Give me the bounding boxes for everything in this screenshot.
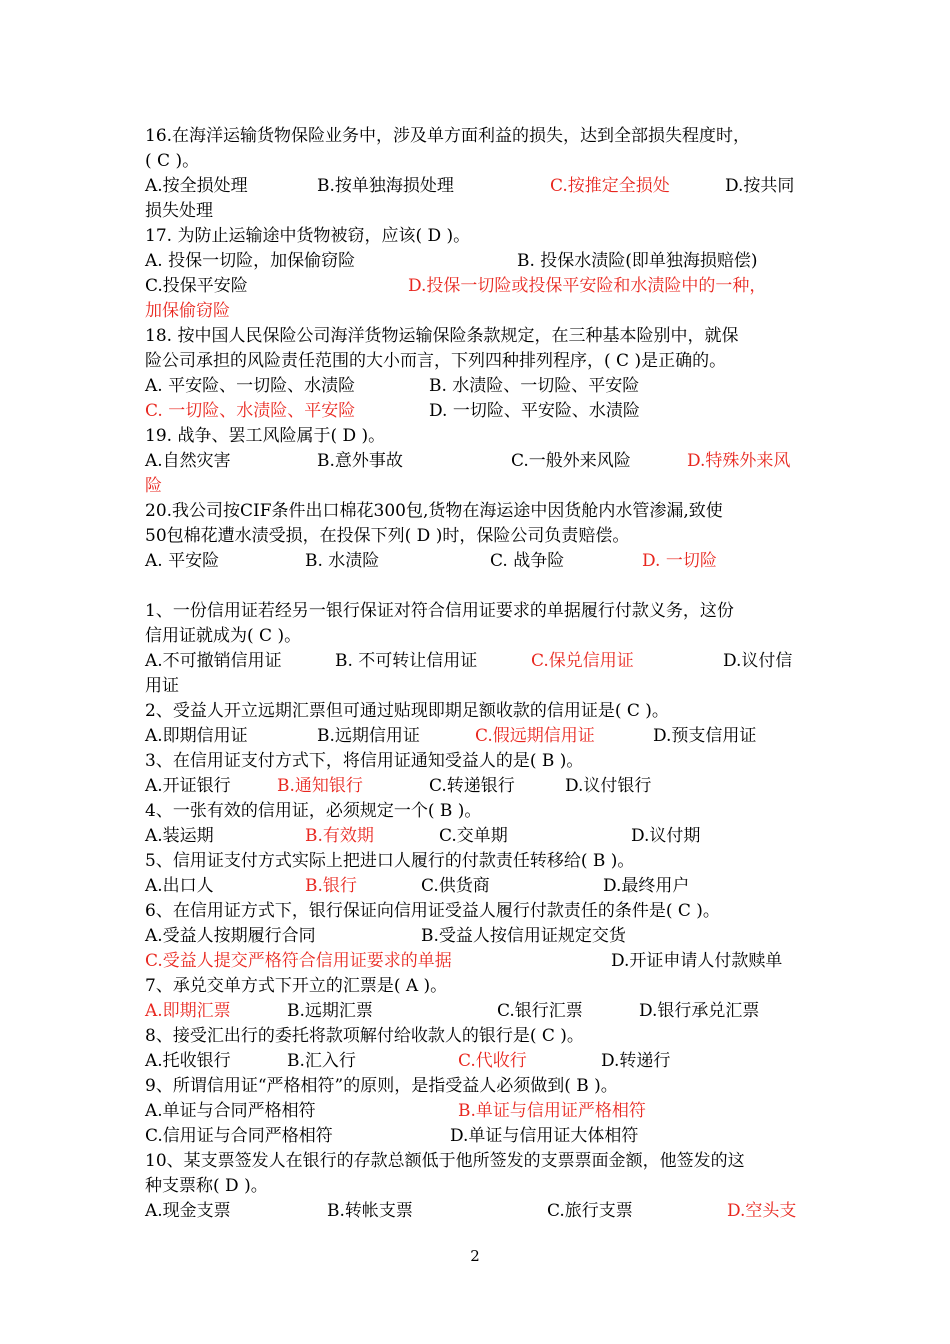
line-text: D.预支信用证 — [653, 726, 757, 746]
line-text: 3、在信用证支付方式下，将信用证通知受益人的是( B )。 — [145, 751, 584, 771]
line-text: C.旅行支票 — [547, 1201, 633, 1221]
line-text: 7、承兑交单方式下开立的汇票是( A )。 — [145, 976, 448, 996]
line-text: D.转递行 — [601, 1051, 671, 1071]
line-text: 2、受益人开立远期汇票但可通过贴现即期足额收款的信用证是( C )。 — [145, 701, 669, 721]
answer-text: 加保偷窃险 — [145, 301, 230, 321]
line-text: A.不可撤销信用证 — [145, 651, 282, 671]
line-text: B. 不可转让信用证 — [335, 651, 478, 671]
line-text: 6、在信用证方式下，银行保证向信用证受益人履行付款责任的条件是( C )。 — [145, 901, 720, 921]
line-text: D.议付银行 — [565, 776, 652, 796]
answer-text: C.保兑信用证 — [531, 651, 634, 671]
line-text: 19. 战争、罢工风险属于( D )。 — [145, 426, 386, 446]
line-text: C. 战争险 — [490, 551, 565, 571]
line-text: A.托收银行 — [145, 1051, 231, 1071]
line-text: D.议付信 — [723, 651, 793, 671]
answer-text: D. 一切险 — [642, 551, 717, 571]
answer-text: 险 — [145, 476, 162, 496]
answer-text: C.代收行 — [458, 1051, 527, 1071]
line-text: 50包棉花遭水渍受损，在投保下列( D )时，保险公司负责赔偿。 — [145, 526, 630, 546]
answer-text: B.通知银行 — [277, 776, 363, 796]
line-text: 信用证就成为( C )。 — [145, 626, 302, 646]
line-text: C.银行汇票 — [497, 1001, 583, 1021]
line-text: D.议付期 — [631, 826, 701, 846]
line-text: C.交单期 — [439, 826, 508, 846]
answer-text: D.投保一切险或投保平安险和水渍险中的一种， — [408, 276, 767, 296]
line-text: B.意外事故 — [317, 451, 403, 471]
answer-text: D.特殊外来风 — [687, 451, 791, 471]
line-text: A. 平安险 — [145, 551, 220, 571]
line-text: D.银行承兑汇票 — [639, 1001, 760, 1021]
line-text: D.按共同 — [725, 176, 795, 196]
answer-text: C. 一切险、水渍险、平安险 — [145, 401, 356, 421]
line-text: C.一般外来风险 — [511, 451, 631, 471]
line-text: C.供货商 — [421, 876, 490, 896]
answer-text: D.空头支 — [727, 1201, 797, 1221]
answer-text: B.有效期 — [305, 826, 374, 846]
line-text: 17. 为防止运输途中货物被窃，应该( D )。 — [145, 226, 471, 246]
line-text: A.自然灾害 — [145, 451, 231, 471]
answer-text: A.即期汇票 — [145, 1001, 231, 1021]
line-text: 1、一份信用证若经另一银行保证对符合信用证要求的单据履行付款义务，这份 — [145, 601, 734, 621]
line-text: B.汇入行 — [287, 1051, 356, 1071]
answer-text: C.按推定全损处 — [550, 176, 670, 196]
line-text: A. 投保一切险，加保偷窃险 — [145, 251, 356, 271]
line-text: 种支票称( D )。 — [145, 1176, 268, 1196]
line-text: A. 平安险、一切险、水渍险 — [145, 376, 356, 396]
line-text: B.远期汇票 — [287, 1001, 373, 1021]
line-text: 险公司承担的风险责任范围的大小而言，下列四种排列程序，( C )是正确的。 — [145, 351, 727, 371]
line-text: D. 一切险、平安险、水渍险 — [429, 401, 640, 421]
line-text: A.现金支票 — [145, 1201, 231, 1221]
line-text: A.即期信用证 — [145, 726, 248, 746]
line-text: B.远期信用证 — [317, 726, 420, 746]
line-text: A.按全损处理 — [145, 176, 248, 196]
line-text: B.按单独海损处理 — [317, 176, 454, 196]
answer-text: C.假远期信用证 — [475, 726, 595, 746]
page-number: 2 — [470, 1247, 480, 1265]
line-text: A.装运期 — [145, 826, 214, 846]
line-text: B.受益人按信用证规定交货 — [421, 926, 626, 946]
line-text: C.转递银行 — [429, 776, 515, 796]
line-text: C.投保平安险 — [145, 276, 248, 296]
line-text: D.开证申请人付款赎单 — [611, 951, 783, 971]
line-text: 9、所谓信用证“严格相符”的原则，是指受益人必须做到( B )。 — [145, 1076, 618, 1096]
line-text: B.转帐支票 — [327, 1201, 413, 1221]
line-text: A.开证银行 — [145, 776, 231, 796]
line-text: B. 水渍险 — [305, 551, 380, 571]
line-text: 20.我公司按CIF条件出口棉花300包,货物在海运途中因货舱内水管渗漏,致使 — [145, 501, 723, 521]
line-text: 损失处理 — [145, 201, 213, 221]
answer-text: C.受益人提交严格符合信用证要求的单据 — [145, 951, 452, 971]
line-text: ( C )。 — [145, 151, 200, 171]
line-text: A.受益人按期履行合同 — [145, 926, 316, 946]
line-text: A.单证与合同严格相符 — [145, 1101, 316, 1121]
line-text: B. 水渍险、一切险、平安险 — [429, 376, 640, 396]
line-text: 16.在海洋运输货物保险业务中，涉及单方面利益的损失，达到全部损失程度时， — [145, 126, 751, 146]
line-text: C.信用证与合同严格相符 — [145, 1126, 333, 1146]
line-text: 用证 — [145, 676, 179, 696]
line-text: 18. 按中国人民保险公司海洋货物运输保险条款规定，在三种基本险别中，就保 — [145, 326, 739, 346]
line-text: A.出口人 — [145, 876, 214, 896]
line-text: D.最终用户 — [603, 876, 690, 896]
answer-text: B.银行 — [305, 876, 357, 896]
answer-text: B.单证与信用证严格相符 — [458, 1101, 646, 1121]
line-text: 4、一张有效的信用证，必须规定一个( B )。 — [145, 801, 482, 821]
line-text: 5、信用证支付方式实际上把进口人履行的付款责任转移给( B )。 — [145, 851, 635, 871]
line-text: D.单证与信用证大体相符 — [450, 1126, 639, 1146]
line-text: 10、某支票签发人在银行的存款总额低于他所签发的支票票面金额，他签发的这 — [145, 1151, 745, 1171]
line-text: B. 投保水渍险(即单独海损赔偿) — [517, 251, 758, 271]
line-text: 8、接受汇出行的委托将款项解付给收款人的银行是( C )。 — [145, 1026, 584, 1046]
